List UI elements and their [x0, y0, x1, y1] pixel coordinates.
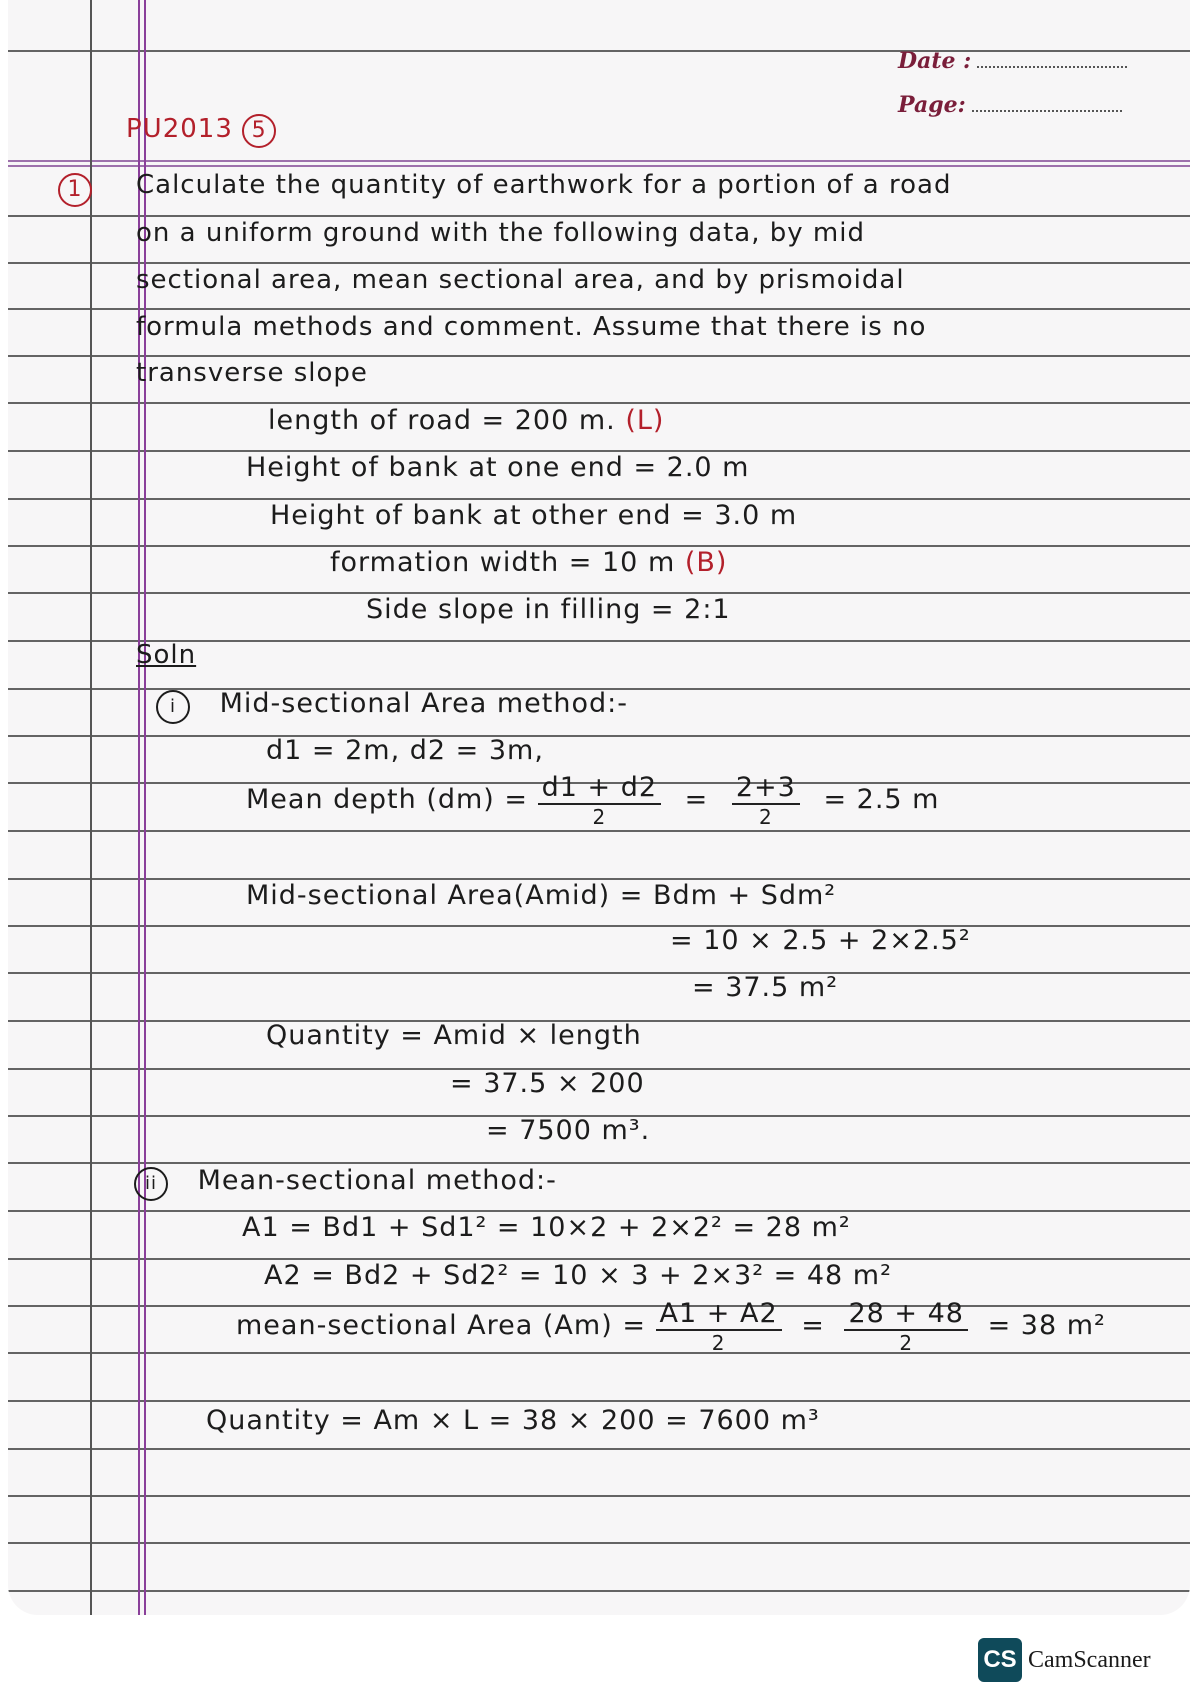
part1-quantity-step: = 37.5 × 200: [450, 1068, 645, 1099]
question-number: [58, 172, 92, 207]
rule-line: [8, 925, 1190, 927]
part1-area-result: = 37.5 m²: [692, 972, 839, 1003]
rule-line: [8, 1495, 1190, 1497]
rule-line: [8, 972, 1190, 974]
part1-heading: [156, 688, 628, 724]
question-line-1: Calculate the quantity of earthwork for a portion of a road: [136, 170, 952, 200]
fraction-numerator: 28 + 48: [844, 1298, 968, 1331]
mean-area-result: = 38 m²: [987, 1310, 1106, 1341]
fraction-denominator: 2: [899, 1331, 914, 1355]
margin-line-left: [90, 0, 92, 1615]
rule-line: [8, 1400, 1190, 1402]
fraction-numerator: d1 + d2: [538, 772, 661, 805]
equals-sign: =: [801, 1310, 825, 1341]
mean-area-fraction-1: [656, 1298, 782, 1355]
fraction-denominator: 2: [592, 805, 607, 829]
part2-mean-area: [236, 1298, 1106, 1355]
mean-depth-lhs: Mean depth (dm) =: [246, 784, 529, 815]
question-line-3: sectional area, mean sectional area, and by prismoidal: [136, 265, 905, 295]
mean-depth-fraction-2: [732, 772, 800, 829]
rule-line: [8, 1162, 1190, 1164]
given-slope: Side slope in filling = 2:1: [366, 594, 731, 625]
rule-line: [8, 735, 1190, 737]
mean-depth-fraction-1: [538, 772, 661, 829]
rule-line: [8, 215, 1190, 217]
question-reference: [126, 114, 276, 148]
part1-number: i: [156, 690, 190, 724]
question-ref-mark: 5: [242, 114, 276, 148]
given-length-text: length of road = 200 m.: [268, 405, 616, 436]
fraction-denominator: 2: [758, 805, 773, 829]
fraction-denominator: 2: [711, 1331, 726, 1355]
given-width-mark: (B): [684, 547, 728, 578]
rule-line: [8, 1590, 1190, 1592]
fraction-numerator: A1 + A2: [656, 1298, 782, 1331]
part2-a1: A1 = Bd1 + Sd1² = 10×2 + 2×2² = 28 m²: [242, 1212, 851, 1243]
part1-quantity-result: = 7500 m³.: [486, 1115, 651, 1146]
camscanner-brand: CamScanner: [1028, 1646, 1151, 1673]
given-height-other: Height of bank at other end = 3.0 m: [270, 500, 798, 531]
rule-line: [8, 262, 1190, 264]
given-length-mark: (L): [625, 405, 665, 436]
mean-area-fraction-2: [844, 1298, 968, 1355]
rule-line: [8, 1448, 1190, 1450]
part2-a2: A2 = Bd2 + Sd2² = 10 × 3 + 2×3² = 48 m²: [264, 1260, 892, 1291]
notebook-page: [8, 0, 1190, 1615]
fraction-numerator: 2+3: [732, 772, 800, 805]
mean-depth-result: = 2.5 m: [823, 784, 940, 815]
rule-line: [8, 308, 1190, 310]
solution-label: Soln: [136, 640, 197, 670]
date-label: Date :: [898, 48, 972, 74]
question-line-4: formula methods and comment. Assume that there is no: [136, 312, 927, 342]
part1-quantity-formula: Quantity = Amid × length: [266, 1020, 642, 1051]
rule-line: [8, 1542, 1190, 1544]
part1-depths: d1 = 2m, d2 = 3m,: [266, 735, 544, 766]
question-ref-text: PU2013: [126, 114, 233, 144]
title-rule: [8, 160, 1190, 162]
part2-number: ii: [134, 1167, 168, 1201]
given-width-text: formation width = 10 m: [330, 547, 676, 578]
part2-heading: [134, 1165, 557, 1201]
rule-line: [8, 355, 1190, 357]
rule-line: [8, 402, 1190, 404]
given-length: [268, 405, 664, 436]
camscanner-watermark: [978, 1638, 1151, 1682]
part2-title: Mean-sectional method:-: [197, 1165, 557, 1196]
rule-line: [8, 830, 1190, 832]
given-width: [330, 547, 727, 578]
page-field: [898, 92, 1122, 118]
date-field: [898, 48, 1127, 74]
part1-area-formula: Mid-sectional Area(Amid) = Bdm + Sdm²: [246, 880, 837, 911]
mean-area-lhs: mean-sectional Area (Am) =: [236, 1310, 646, 1341]
part1-title: Mid-sectional Area method:-: [219, 688, 628, 719]
camscanner-logo-icon: CS: [978, 1638, 1022, 1682]
question-line-5: transverse slope: [136, 358, 368, 388]
part2-quantity: Quantity = Am × L = 38 × 200 = 7600 m³: [206, 1405, 820, 1436]
part1-area-step: = 10 × 2.5 + 2×2.5²: [670, 925, 971, 956]
part1-mean-depth: [246, 772, 939, 829]
page-label: Page:: [898, 92, 966, 118]
question-number-circle: 1: [58, 173, 92, 207]
question-line-2: on a uniform ground with the following data, by mid: [136, 218, 865, 248]
equals-sign: =: [684, 784, 709, 815]
given-height-one: Height of bank at one end = 2.0 m: [246, 452, 750, 483]
